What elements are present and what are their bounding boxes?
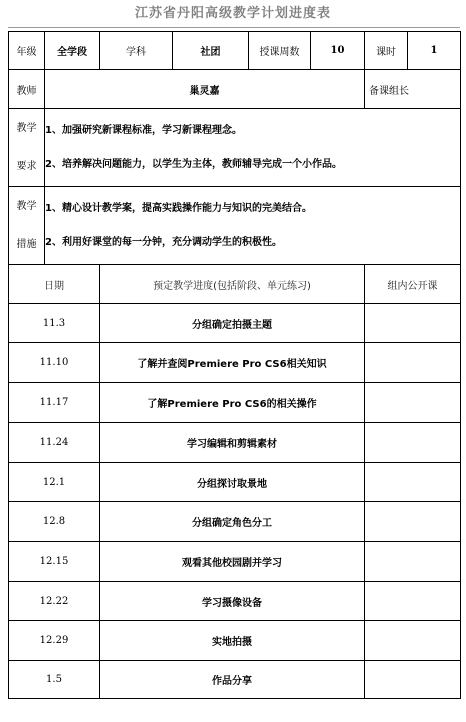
row-open-class xyxy=(365,621,461,661)
row-content: 分组探讨取景地 xyxy=(100,463,365,502)
table-row xyxy=(9,582,461,621)
row-date: 11.3 xyxy=(9,304,100,343)
measures-label xyxy=(9,187,45,265)
row-content: 了解并查阅Premiere Pro CS6相关知识 xyxy=(100,343,365,383)
teacher-value: 巢灵嘉 xyxy=(45,70,365,109)
row-open-class xyxy=(365,582,461,621)
hours-value: 1 xyxy=(408,32,461,70)
row-content: 观看其他校园剧并学习 xyxy=(100,542,365,582)
leader-label: 备课组长 xyxy=(365,70,461,109)
hours-label: 课时 xyxy=(365,32,408,70)
row-open-class xyxy=(365,502,461,542)
requirements-item-1: 1、加强研究新课程标准，学习新课程理念。 xyxy=(45,124,242,136)
header-date: 日期 xyxy=(9,265,100,304)
teacher-label: 教师 xyxy=(9,70,45,109)
plan-table xyxy=(8,31,461,699)
teacher-row xyxy=(9,70,461,109)
requirements-content xyxy=(45,109,461,187)
table-row xyxy=(9,343,461,383)
row-content: 实地拍摄 xyxy=(100,621,365,661)
row-content: 学习编辑和剪辑素材 xyxy=(100,423,365,463)
row-date: 12.29 xyxy=(9,621,100,661)
row-content: 作品分享 xyxy=(100,661,365,699)
row-content: 了解Premiere Pro CS6的相关操作 xyxy=(100,383,365,423)
row-open-class xyxy=(365,661,461,699)
schedule-header-row xyxy=(9,265,461,304)
subject-label: 学科 xyxy=(100,32,173,70)
row-content: 分组确定角色分工 xyxy=(100,502,365,542)
row-open-class xyxy=(365,423,461,463)
table-row xyxy=(9,542,461,582)
row-open-class xyxy=(365,542,461,582)
page-title: 江苏省丹阳高级教学计划进度表 xyxy=(134,6,331,21)
table-row xyxy=(9,423,461,463)
table-row xyxy=(9,304,461,343)
weeks-value: 10 xyxy=(311,32,365,70)
measures-label-bottom: 措施 xyxy=(16,238,37,250)
requirements-label-top: 教学 xyxy=(16,122,37,134)
grade-value: 全学段 xyxy=(45,32,100,70)
subject-value: 社团 xyxy=(173,32,249,70)
row-date: 11.17 xyxy=(9,383,100,423)
title-divider xyxy=(8,27,460,28)
table-row xyxy=(9,661,461,699)
measures-label-top: 教学 xyxy=(16,200,37,212)
row-open-class xyxy=(365,463,461,502)
grade-label: 年级 xyxy=(9,32,45,70)
table-row xyxy=(9,621,461,661)
table-row xyxy=(9,502,461,542)
header-row xyxy=(9,32,461,70)
row-date: 11.24 xyxy=(9,423,100,463)
row-date: 12.8 xyxy=(9,502,100,542)
row-open-class xyxy=(365,304,461,343)
header-open-class: 组内公开课 xyxy=(365,265,461,304)
row-date: 11.10 xyxy=(9,343,100,383)
table-row xyxy=(9,463,461,502)
measures-content xyxy=(45,187,461,265)
requirements-item-2: 2、培养解决问题能力，以学生为主体，教师辅导完成一个小作品。 xyxy=(45,158,342,170)
row-open-class xyxy=(365,383,461,423)
row-content: 分组确定拍摄主题 xyxy=(100,304,365,343)
requirements-label-bottom: 要求 xyxy=(16,160,37,172)
measures-row xyxy=(9,187,461,265)
row-open-class xyxy=(365,343,461,383)
row-date: 12.22 xyxy=(9,582,100,621)
row-date: 1.5 xyxy=(9,661,100,699)
weeks-label: 授课周数 xyxy=(249,32,311,70)
header-progress: 预定教学进度(包括阶段、单元练习) xyxy=(100,265,365,304)
measures-item-1: 1、精心设计教学案，提高实践操作能力与知识的完美结合。 xyxy=(45,202,312,214)
requirements-label xyxy=(9,109,45,187)
measures-item-2: 2、利用好课堂的每一分钟，充分调动学生的积极性。 xyxy=(45,236,282,248)
row-date: 12.1 xyxy=(9,463,100,502)
row-date: 12.15 xyxy=(9,542,100,582)
row-content: 学习摄像设备 xyxy=(100,582,365,621)
table-row xyxy=(9,383,461,423)
requirements-row xyxy=(9,109,461,187)
